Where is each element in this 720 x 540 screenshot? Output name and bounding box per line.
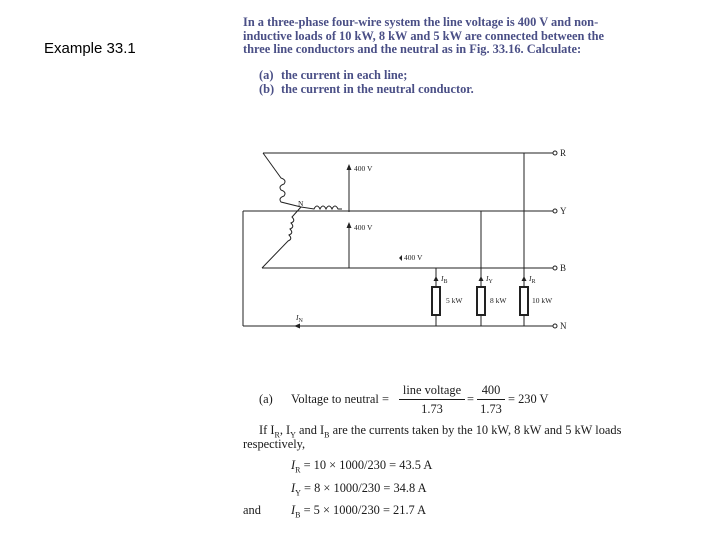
- part-tag: (a): [259, 68, 274, 82]
- load-label-8kw: 8 kW: [490, 296, 507, 305]
- load-resistor-8kw: [477, 287, 485, 315]
- voltage-label: 400 V: [354, 164, 373, 173]
- terminal-label-y: Y: [560, 206, 567, 216]
- voltage-intro: Voltage to neutral =: [291, 392, 389, 406]
- part-tag: (b): [259, 82, 275, 96]
- fraction-bar: [477, 399, 505, 400]
- fraction-bar: [399, 399, 465, 400]
- arrow-head-icon: [522, 276, 527, 281]
- problem-line: In a three-phase four-wire system the line voltage is 400 V and non-: [243, 15, 599, 29]
- arrow-head-icon: [347, 164, 352, 170]
- fraction-numerator: 400: [481, 383, 501, 397]
- terminal-label-n: N: [560, 321, 567, 331]
- fraction-numerator: line voltage: [402, 383, 462, 397]
- voltage-label: 400 V: [354, 223, 373, 232]
- part-text: the current in each line;: [281, 68, 408, 82]
- arrow-head-icon: [399, 255, 402, 261]
- slide-title: Example 33.1: [44, 40, 136, 57]
- source-winding-b: [262, 207, 301, 268]
- star-point-label: N: [298, 199, 304, 208]
- source-winding-r: [263, 153, 301, 207]
- source-winding-y: [301, 206, 342, 209]
- load-label-5kw: 5 kW: [446, 296, 463, 305]
- fraction-denominator: 1.73: [421, 402, 443, 416]
- currents-intro: If $I_R$, $I_Y$ and $I_B$ are the currents taken by the 10 kW, 8 kW and 5 kW loads: [259, 423, 622, 440]
- current-label-in: $I_N$: [296, 313, 303, 324]
- arrow-head-icon: [294, 324, 300, 329]
- voltage-label: 400 V: [404, 253, 423, 262]
- fraction-400: [477, 383, 505, 417]
- equals-sign: =: [467, 392, 474, 406]
- equation-ir: $I_R = 10 \times 1000/230 = 43.5$ A: [291, 458, 433, 475]
- arrow-head-icon: [434, 276, 439, 281]
- and-word: and: [243, 503, 261, 517]
- respectively-text: respectively,: [243, 437, 306, 451]
- arrow-head-icon: [479, 276, 484, 281]
- fraction-line-voltage: [399, 383, 465, 417]
- current-label-ir: $I_R$: [529, 274, 536, 285]
- load-resistor-10kw: [520, 287, 528, 315]
- arrow-head-icon: [347, 222, 352, 228]
- part-text: the current in the neutral conductor.: [281, 82, 474, 96]
- load-resistor-5kw: [432, 287, 440, 315]
- current-label-ib: $I_B$: [441, 274, 448, 285]
- equation-iy: $I_Y = 8 \times 1000/230 = 34.8$ A: [291, 481, 427, 498]
- equation-ib: $I_B = 5 \times 1000/230 = 21.7$ A: [291, 503, 427, 520]
- load-label-10kw: 10 kW: [532, 296, 553, 305]
- fraction-denominator: 1.73: [480, 402, 502, 416]
- problem-line: inductive loads of 10 kW, 8 kW and 5 kW are connected between the: [243, 28, 604, 43]
- solution-part-tag: (a): [259, 392, 273, 406]
- problem-line: three line conductors and the neutral as in Fig. 33.16. Calculate:: [243, 42, 582, 57]
- current-label-iy: $I_Y$: [486, 274, 493, 285]
- terminal-label-b: B: [560, 263, 567, 273]
- terminal-label-r: R: [560, 148, 567, 158]
- voltage-result: = 230 V: [508, 392, 549, 406]
